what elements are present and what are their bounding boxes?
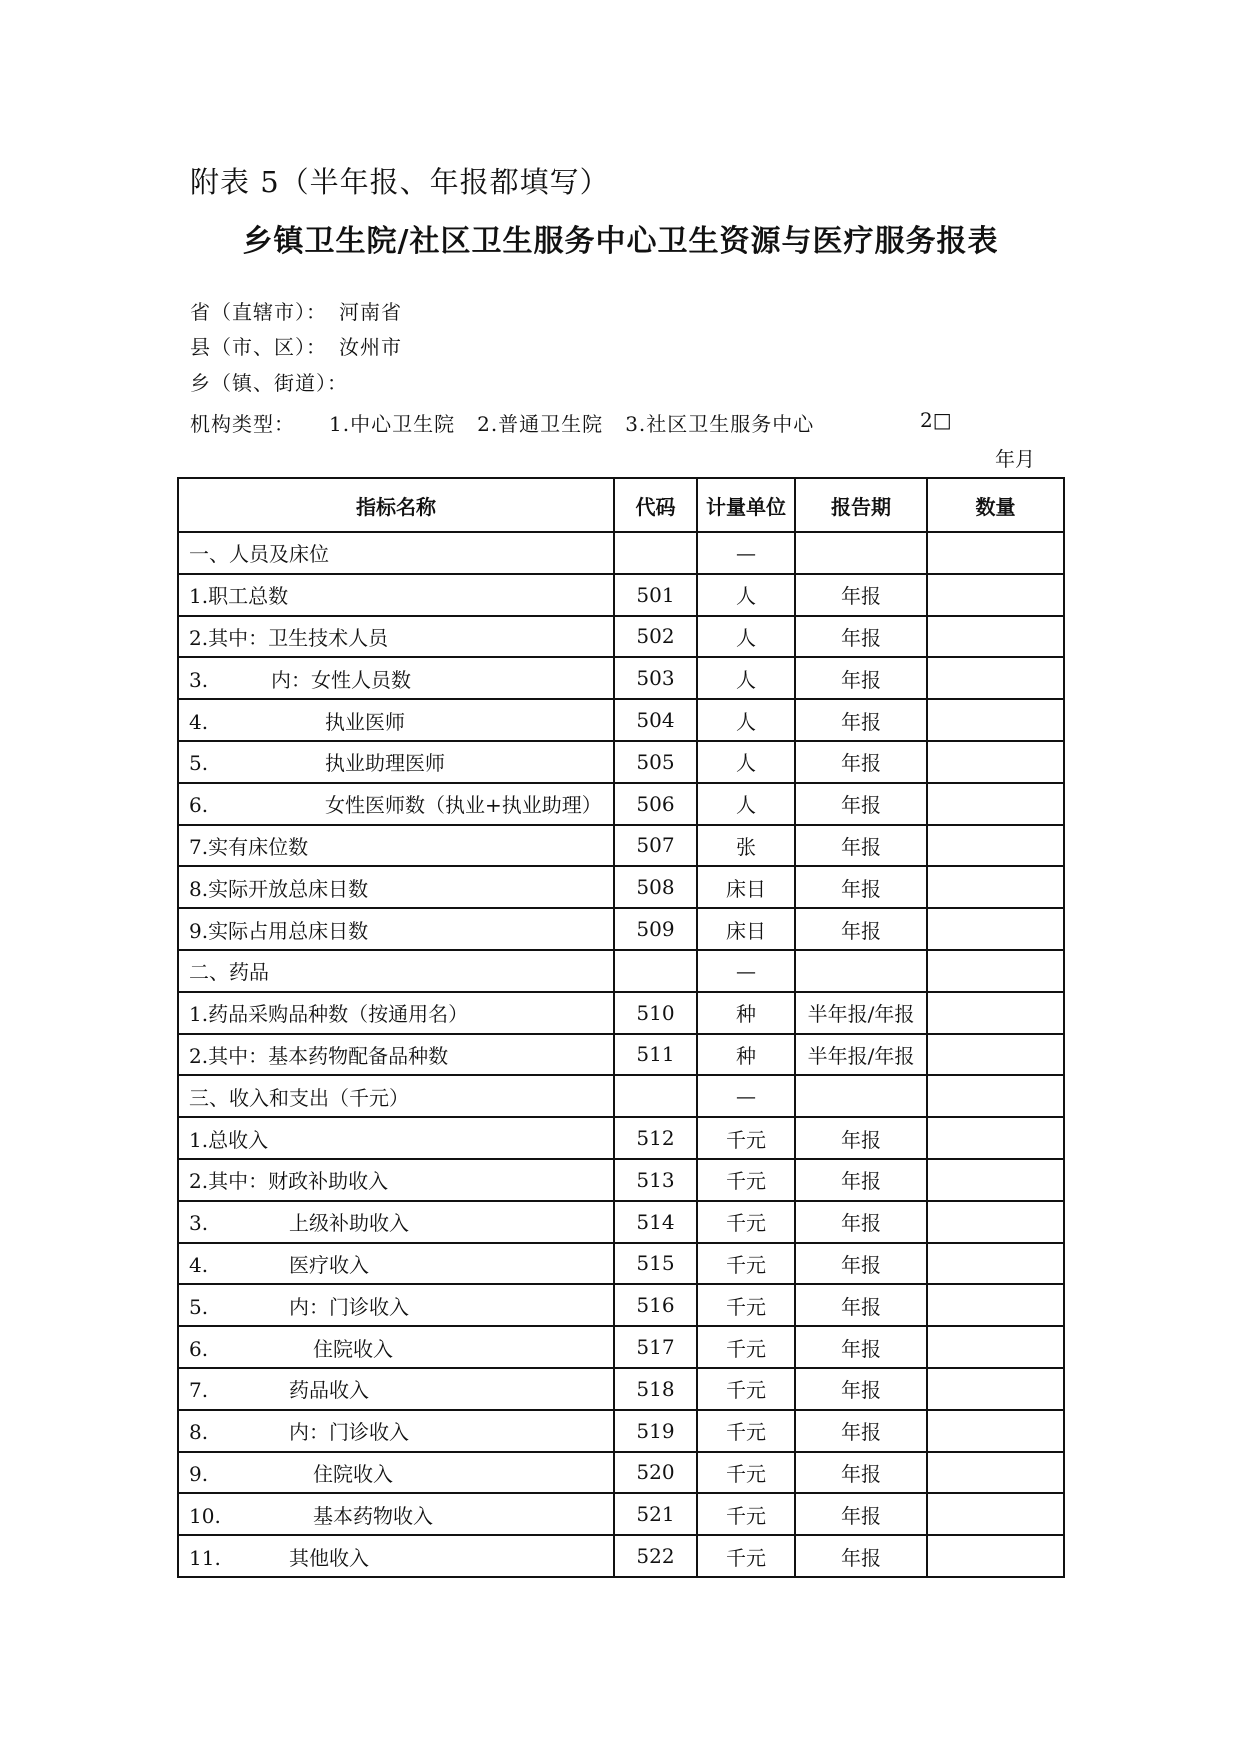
row-number: 9. (189, 1461, 209, 1486)
indicator-name-cell (178, 1410, 614, 1452)
indicator-name-cell (178, 1201, 614, 1243)
code-cell: 516 (614, 1284, 697, 1326)
quantity-cell[interactable] (927, 908, 1064, 950)
indicator-name: 其中：卫生技术人员 (208, 625, 389, 650)
period-cell: 年报 (795, 657, 927, 699)
indicator-name-cell (178, 783, 614, 825)
indicator-name-cell (178, 1452, 614, 1494)
indicator-name: 女性医师数（执业+执业助理） (325, 793, 602, 818)
row-number: 11. (189, 1545, 221, 1570)
town-label: 乡（镇、街道）： (190, 371, 348, 395)
table-row (178, 1159, 1064, 1201)
code-cell: 519 (614, 1410, 697, 1452)
indicator-name-cell (178, 992, 614, 1034)
indicator-name: 内：门诊收入 (289, 1420, 409, 1445)
row-number: 1. (189, 584, 209, 609)
header-indicator-name: 指标名称 (178, 478, 614, 532)
county-value: 汝州市 (339, 335, 402, 359)
table-row (178, 574, 1064, 616)
quantity-cell[interactable] (927, 616, 1064, 658)
period-cell: 年报 (795, 699, 927, 741)
indicator-name-cell (178, 866, 614, 908)
table-row (178, 908, 1064, 950)
table-row (178, 1034, 1064, 1076)
header-period: 报告期 (795, 478, 927, 532)
table-row (178, 1326, 1064, 1368)
code-cell: 514 (614, 1201, 697, 1243)
quantity-cell[interactable] (927, 574, 1064, 616)
period-cell: 半年报/年报 (795, 1034, 927, 1076)
quantity-cell[interactable] (927, 1117, 1064, 1159)
unit-cell: 种 (697, 992, 795, 1034)
unit-cell: 床日 (697, 866, 795, 908)
code-cell: 513 (614, 1159, 697, 1201)
indicator-name-cell (178, 825, 614, 867)
header-quantity: 数量 (927, 478, 1064, 532)
table-row (178, 616, 1064, 658)
table-row (178, 1284, 1064, 1326)
unit-cell: 种 (697, 1034, 795, 1076)
indicator-name: 住院收入 (313, 1336, 393, 1361)
corner-mark: 2□ (920, 408, 952, 432)
row-number: 4. (189, 709, 209, 734)
quantity-cell[interactable] (927, 1159, 1064, 1201)
quantity-cell[interactable] (927, 950, 1064, 992)
indicator-name: 住院收入 (313, 1461, 393, 1486)
row-number: 3. (189, 1211, 209, 1236)
table-row (178, 1243, 1064, 1285)
row-number: 8. (189, 1420, 209, 1445)
unit-cell: 千元 (697, 1284, 795, 1326)
table-row (178, 699, 1064, 741)
row-number: 5. (189, 1294, 209, 1319)
quantity-cell[interactable] (927, 1452, 1064, 1494)
header-code: 代码 (614, 478, 697, 532)
year-month-label: 年月 (995, 447, 1035, 471)
period-cell: 年报 (795, 866, 927, 908)
indicator-name: 二、药品 (189, 960, 269, 985)
row-number: 10. (189, 1503, 221, 1528)
quantity-cell[interactable] (927, 992, 1064, 1034)
unit-cell: 人 (697, 616, 795, 658)
town-line (190, 367, 348, 396)
indicator-name: 其他收入 (289, 1545, 369, 1570)
table-row (178, 532, 1064, 574)
row-number: 9. (189, 918, 209, 943)
province-label: 省（直辖市）： (190, 300, 327, 324)
indicator-name: 执业助理医师 (325, 751, 445, 776)
quantity-cell[interactable] (927, 1034, 1064, 1076)
institution-option-2: 2.普通卫生院 (477, 412, 604, 436)
row-number: 6. (189, 793, 209, 818)
quantity-cell[interactable] (927, 1243, 1064, 1285)
row-number: 7. (189, 834, 209, 859)
indicator-name: 上级补助收入 (289, 1211, 409, 1236)
indicator-name-cell (178, 741, 614, 783)
period-cell: 年报 (795, 1159, 927, 1201)
indicator-name: 医疗收入 (289, 1252, 369, 1277)
table-row (178, 1493, 1064, 1535)
indicator-name: 药品收入 (289, 1378, 369, 1403)
period-cell: 半年报/年报 (795, 992, 927, 1034)
code-cell: 520 (614, 1452, 697, 1494)
indicator-name-cell (178, 1368, 614, 1410)
period-cell: 年报 (795, 783, 927, 825)
indicator-name-cell (178, 1075, 614, 1117)
table-row (178, 1075, 1064, 1117)
code-cell (614, 950, 697, 992)
indicator-name-cell (178, 950, 614, 992)
period-cell: 年报 (795, 1117, 927, 1159)
row-number: 1. (189, 1002, 209, 1027)
quantity-cell[interactable] (927, 866, 1064, 908)
quantity-cell[interactable] (927, 1493, 1064, 1535)
unit-cell: 千元 (697, 1243, 795, 1285)
code-cell: 509 (614, 908, 697, 950)
code-cell: 506 (614, 783, 697, 825)
indicator-name-cell (178, 1284, 614, 1326)
table-row (178, 825, 1064, 867)
quantity-cell[interactable] (927, 741, 1064, 783)
code-cell: 521 (614, 1493, 697, 1535)
indicator-name: 其中：基本药物配备品种数 (208, 1043, 449, 1068)
code-cell (614, 532, 697, 574)
indicator-name: 执业医师 (325, 709, 405, 734)
province-value: 河南省 (339, 300, 402, 324)
row-number: 2. (189, 625, 209, 650)
row-number: 6. (189, 1336, 209, 1361)
code-cell: 515 (614, 1243, 697, 1285)
table-row (178, 657, 1064, 699)
indicator-name-cell (178, 699, 614, 741)
period-cell: 年报 (795, 825, 927, 867)
unit-cell: 千元 (697, 1452, 795, 1494)
report-table (177, 477, 1065, 1578)
code-cell: 503 (614, 657, 697, 699)
indicator-name-cell (178, 1117, 614, 1159)
quantity-cell[interactable] (927, 783, 1064, 825)
row-number: 1. (189, 1127, 209, 1152)
unit-cell: 人 (697, 657, 795, 699)
code-cell: 507 (614, 825, 697, 867)
appendix-label: 附表 5（半年报、年报都填写） (190, 165, 610, 199)
table-row (178, 1117, 1064, 1159)
quantity-cell[interactable] (927, 699, 1064, 741)
table-row (178, 783, 1064, 825)
period-cell: 年报 (795, 616, 927, 658)
indicator-name: 三、收入和支出（千元） (189, 1085, 409, 1110)
unit-cell: 人 (697, 783, 795, 825)
code-cell: 508 (614, 866, 697, 908)
table-row (178, 992, 1064, 1034)
quantity-cell[interactable] (927, 1368, 1064, 1410)
county-line (190, 331, 402, 360)
code-cell: 502 (614, 616, 697, 658)
quantity-cell[interactable] (927, 657, 1064, 699)
unit-cell: 千元 (697, 1535, 795, 1577)
code-cell: 512 (614, 1117, 697, 1159)
code-cell: 511 (614, 1034, 697, 1076)
indicator-name-cell (178, 1159, 614, 1201)
table-row (178, 866, 1064, 908)
indicator-name-cell (178, 908, 614, 950)
quantity-cell[interactable] (927, 532, 1064, 574)
code-cell: 501 (614, 574, 697, 616)
quantity-cell[interactable] (927, 1326, 1064, 1368)
quantity-cell[interactable] (927, 1410, 1064, 1452)
unit-cell: 千元 (697, 1326, 795, 1368)
table-row (178, 1535, 1064, 1577)
code-cell (614, 1075, 697, 1117)
quantity-cell[interactable] (927, 1075, 1064, 1117)
institution-option-1: 1.中心卫生院 (329, 412, 456, 436)
row-number: 8. (189, 876, 209, 901)
table-row (178, 1368, 1064, 1410)
indicator-name: 其中：财政补助收入 (208, 1169, 389, 1194)
row-number: 5. (189, 751, 209, 776)
indicator-name: 职工总数 (208, 584, 289, 609)
code-cell: 518 (614, 1368, 697, 1410)
indicator-name-cell (178, 1535, 614, 1577)
institution-type-label: 机构类型： (190, 412, 295, 436)
unit-cell: 人 (697, 574, 795, 616)
report-title: 乡镇卫生院/社区卫生服务中心卫生资源与医疗服务报表 (242, 224, 999, 259)
table-header-row (178, 478, 1064, 532)
quantity-cell[interactable] (927, 825, 1064, 867)
unit-cell: — (697, 532, 795, 574)
indicator-name: 基本药物收入 (313, 1503, 433, 1528)
period-cell: 年报 (795, 908, 927, 950)
county-label: 县（市、区）： (190, 335, 327, 359)
unit-cell: 人 (697, 741, 795, 783)
period-cell: 年报 (795, 741, 927, 783)
indicator-name-cell (178, 1243, 614, 1285)
period-cell: 年报 (795, 1243, 927, 1285)
indicator-name: 实际占用总床日数 (208, 918, 369, 943)
period-cell (795, 532, 927, 574)
quantity-cell[interactable] (927, 1201, 1064, 1243)
period-cell: 年报 (795, 1493, 927, 1535)
code-cell: 522 (614, 1535, 697, 1577)
unit-cell: 千元 (697, 1493, 795, 1535)
indicator-name: 药品采购品种数（按通用名） (208, 1002, 469, 1027)
indicator-name-cell (178, 616, 614, 658)
indicator-name-cell (178, 574, 614, 616)
table-row (178, 950, 1064, 992)
unit-cell: — (697, 1075, 795, 1117)
province-line (190, 296, 402, 325)
indicator-name: 内：门诊收入 (289, 1294, 409, 1319)
institution-option-3: 3.社区卫生服务中心 (625, 412, 815, 436)
indicator-name: 实际开放总床日数 (208, 876, 369, 901)
row-number: 4. (189, 1252, 209, 1277)
code-cell: 504 (614, 699, 697, 741)
code-cell: 517 (614, 1326, 697, 1368)
table-body (178, 532, 1064, 1577)
table-row (178, 741, 1064, 783)
unit-cell: 千元 (697, 1159, 795, 1201)
indicator-name: 总收入 (208, 1127, 269, 1152)
header-unit: 计量单位 (697, 478, 795, 532)
period-cell (795, 950, 927, 992)
row-number: 3. (189, 667, 209, 692)
table-row (178, 1201, 1064, 1243)
indicator-name: 内：女性人员数 (271, 667, 411, 692)
unit-cell: 千元 (697, 1201, 795, 1243)
code-cell: 510 (614, 992, 697, 1034)
indicator-name-cell (178, 1493, 614, 1535)
row-number: 2. (189, 1169, 209, 1194)
indicator-name-cell (178, 1326, 614, 1368)
indicator-name-cell (178, 657, 614, 699)
period-cell: 年报 (795, 1452, 927, 1494)
period-cell: 年报 (795, 1368, 927, 1410)
quantity-cell[interactable] (927, 1535, 1064, 1577)
unit-cell: 人 (697, 699, 795, 741)
row-number: 2. (189, 1043, 209, 1068)
indicator-name: 一、人员及床位 (189, 542, 329, 567)
indicator-name-cell (178, 1034, 614, 1076)
quantity-cell[interactable] (927, 1284, 1064, 1326)
unit-cell: 千元 (697, 1368, 795, 1410)
institution-type-line (190, 408, 836, 437)
unit-cell: 张 (697, 825, 795, 867)
indicator-name-cell (178, 532, 614, 574)
code-cell: 505 (614, 741, 697, 783)
unit-cell: 床日 (697, 908, 795, 950)
table-row (178, 1410, 1064, 1452)
period-cell: 年报 (795, 1201, 927, 1243)
unit-cell: 千元 (697, 1410, 795, 1452)
unit-cell: 千元 (697, 1117, 795, 1159)
row-number: 7. (189, 1378, 209, 1403)
table-row (178, 1452, 1064, 1494)
period-cell: 年报 (795, 1284, 927, 1326)
period-cell: 年报 (795, 1326, 927, 1368)
unit-cell: — (697, 950, 795, 992)
period-cell (795, 1075, 927, 1117)
period-cell: 年报 (795, 574, 927, 616)
indicator-name: 实有床位数 (208, 834, 309, 859)
period-cell: 年报 (795, 1410, 927, 1452)
period-cell: 年报 (795, 1535, 927, 1577)
